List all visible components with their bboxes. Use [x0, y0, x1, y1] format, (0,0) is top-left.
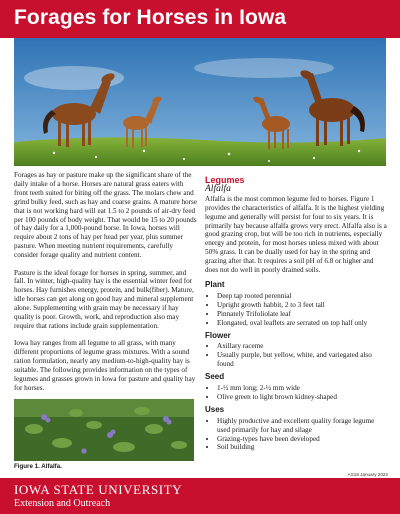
flower-heading: Flower [205, 330, 231, 340]
left-column [14, 171, 199, 401]
title-bar [0, 0, 400, 38]
alfalfa-photo [14, 399, 194, 461]
seed-item: • Olive green to light brown kidney-shaped [217, 393, 388, 402]
page-title: Forages for Horses in Iowa [14, 6, 287, 29]
figure-caption: Figure 1. Alfalfa. [14, 463, 62, 470]
alfalfa-subheading: Alfalfa [205, 183, 231, 194]
plant-item: • Deep tap rooted perennial [217, 292, 388, 301]
intro-paragraph: Forages as hay or pasture make up the significant share of the daily intake of a horse. Horses are natural grass eaters with front teeth suited for biting off the grass. The molars chew and grind bulky feed, such as hay and coarse grains. A mature horse that is not working hard will eat 1.5 to 2 pounds of air-dry feed per 100 pounds of body weight. That would be 15 to 20 pounds of hay daily for a 1,000-pound horse. In Iowa, horses will require about 2 tons of hay per head per year, plus summer pasture. When meeting nutrient requirements, carefully consider forage quality and nutrient content. [14, 171, 198, 260]
extension-outreach-label: Extension and Outreach [14, 498, 111, 509]
right-column [205, 176, 388, 454]
uses-item: • Soil building [217, 443, 388, 452]
plant-item: • Pinnately Trifoliolate leaf [217, 310, 388, 319]
legumes-heading: Legumes [205, 175, 245, 185]
plant-item: • Upright growth habbit, 2 to 3 feet tall [217, 301, 388, 310]
uses-heading: Uses [205, 404, 225, 414]
flower-list [205, 342, 388, 369]
alfalfa-illustration [14, 399, 194, 461]
hero-photo-horses [14, 38, 386, 166]
hay-types-paragraph: Iowa hay ranges from all legume to all grass, with many different proportions of legume grass mixtures. With a sound ration formulation, nearly any medium-to-high-quality hay is suitable. The following provides information on the types of legumes and grasses grown in Iowa for pasture and quality hay for horses. [14, 339, 196, 392]
seed-heading: Seed [205, 372, 225, 382]
plant-heading: Plant [205, 279, 225, 289]
flower-item: • Axillary raceme [217, 342, 388, 351]
uses-item: • Highly productive and excellent quality forage legume used primarily for hay and silage [217, 417, 388, 435]
plant-item: • Elongated, oval leaflets are serrated on top half only [217, 319, 388, 328]
flower-item: • Usually purple, but yellow, white, and variegated also found [217, 351, 388, 369]
horses-on-pasture-illustration [14, 38, 386, 166]
publication-id: AS18 January 2022 [347, 472, 388, 477]
university-wordmark: IOWA STATE UNIVERSITY [14, 482, 183, 497]
pasture-paragraph: Pasture is the ideal forage for horses in spring, summer, and fall. In winter, high-quality hay is the essential winter feed for horses. Hay furnishes energy, protein, and bulk(fiber). Mature, idle horses can get along on good hay and mineral supplement alone. Supplementing with grain may be necessary if hay quality is poor. Growth, work, and reproduction also may require that rations include grain supplementation. [14, 268, 194, 330]
footer-banner [0, 478, 400, 514]
seed-item: • 1-½ mm long; 2-½ mm wide [217, 384, 388, 393]
seed-list [205, 384, 388, 402]
uses-item: • Grazing-types have been developed [217, 435, 388, 444]
plant-list [205, 292, 388, 328]
alfalfa-intro: Alfalfa is the most common legume fed to horses. Figure 1 provides the characteristics of alfalfa. It is the highest yielding legume and generally will persist for four to six years. It is primarily hay because alfalfa grows very erect. Alfalfa also is a good grazing crop, but will be too rich in nutrients, especially energy and protein, for most horses unless mixed with about 50% grass. It can be dually used for hay in the spring and grazing after that. It requires a soil pH of 6.8 or higher and does not do well in poorly drained soils. [205, 194, 387, 275]
uses-list [205, 417, 388, 453]
